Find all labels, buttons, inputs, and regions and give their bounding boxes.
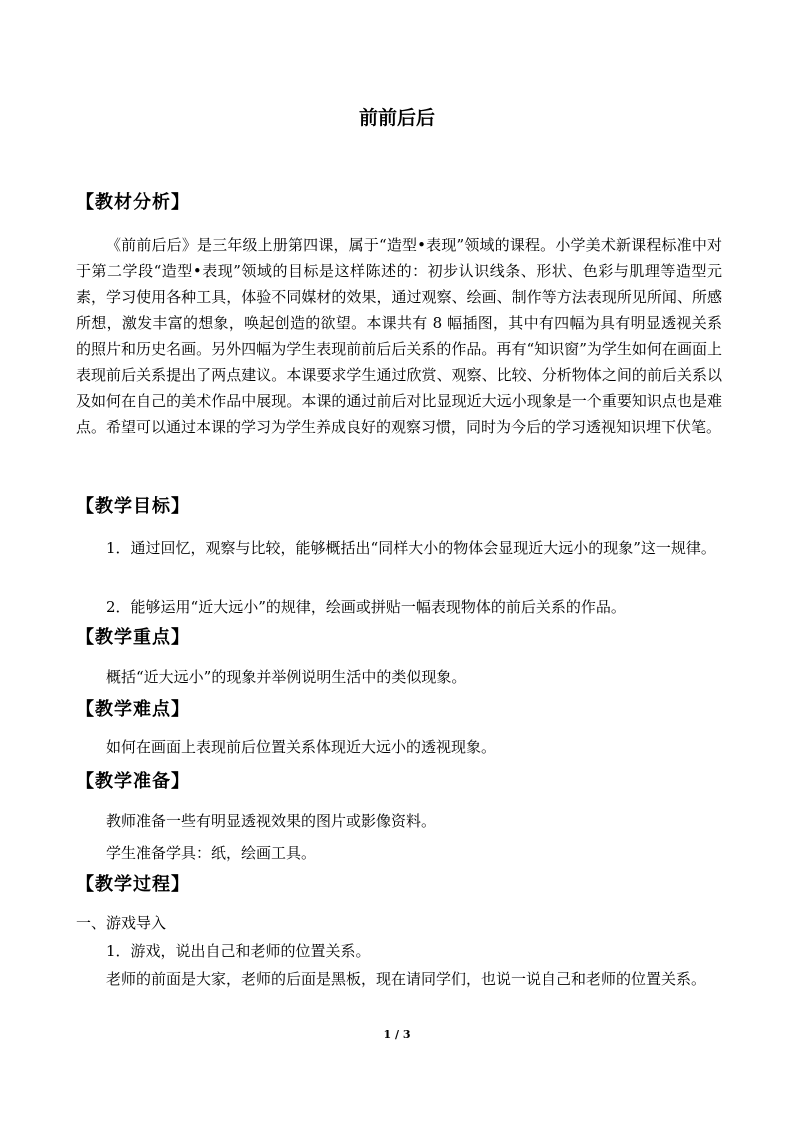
process-part1-title: 一、游戏导入 [76, 914, 167, 932]
objective-item-1: 1．通过回忆，观察与比较，能够概括出“同样大小的物体会显现近大远小的现象”这一规律。 [106, 539, 716, 557]
preparation-teacher: 教师准备一些有明显透视效果的图片或影像资料。 [106, 812, 437, 830]
section-heading-analysis: 【教材分析】 [76, 192, 190, 213]
section-heading-key-points: 【教学重点】 [76, 627, 190, 648]
objective-item-2: 2．能够运用“近大远小”的规律，绘画或拼贴一幅表现物体的前后关系的作品。 [106, 598, 626, 616]
page-title: 前前后后 [358, 107, 435, 129]
difficulties-text: 如何在画面上表现前后位置关系体现近大远小的透视现象。 [106, 738, 497, 756]
preparation-student: 学生准备学具：纸，绘画工具。 [106, 844, 317, 862]
page-number: 1 / 3 [383, 1028, 411, 1041]
analysis-paragraph: 《前前后后》是三年级上册第四课，属于“造型•表现”领域的课程。小学美术新课程标准中对于第二学段“造型•表现”领域的目标是这样陈述的：初步认识线条、形状、色彩与肌理等造型元素，学习使用各种工具，体验不同媒材的效果，通过观察、绘画、制作等方法表现所见所闻、所感所想，激发丰富的想象，唤起创造的欲望。本课共有 8 幅插图，其中有四幅为具有明显透视关系的照片和历史名画。另外四幅为学生表现前前后后关系的作品。再有“知识窗”为学生如何在画面上表现前后关系提出了两点建议。本课要求学生通过欣赏、观察、比较、分析物体之间的前后关系以及如何在自己的美术作品中展现。本课的通过前后对比显现近大远小现象是一个重要知识点也是难点。希望可以通过本课的学习为学生养成良好的观察习惯，同时为今后的学习透视知识埋下伏笔。 [76, 236, 722, 436]
key-points-text: 概括“近大远小”的现象并举例说明生活中的类似现象。 [106, 668, 467, 686]
process-step-1-text: 老师的前面是大家，老师的后面是黑板，现在请同学们，也说一说自己和老师的位置关系。 [106, 970, 707, 988]
section-heading-difficulties: 【教学难点】 [76, 699, 190, 720]
section-heading-preparation: 【教学准备】 [76, 771, 190, 792]
section-heading-objectives: 【教学目标】 [76, 496, 190, 517]
section-heading-process: 【教学过程】 [76, 874, 190, 895]
process-step-1: 1．游戏，说出自己和老师的位置关系。 [106, 942, 371, 960]
